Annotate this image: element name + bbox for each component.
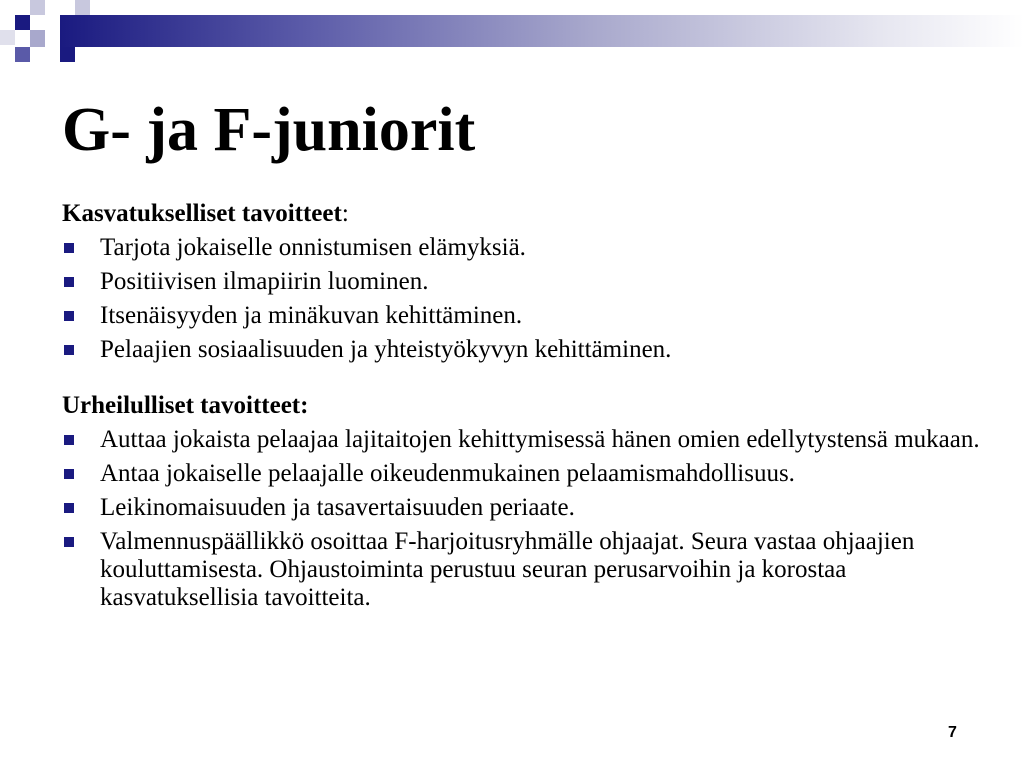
square-bullet-icon [64,537,74,547]
list-item [62,302,997,330]
list-item-text: Leikinomaisuuden ja tasavertaisuuden periaate. [100,494,575,521]
square-bullet-icon [64,345,74,355]
page-number: 7 [948,724,957,741]
header-decoration-square [30,0,45,15]
header-decoration-square [15,15,30,30]
header-decoration-square [15,47,30,62]
bullet-list [62,234,997,364]
header-gradient-bar [60,15,1024,47]
list-item-text: Valmennuspäällikkö osoittaa F-harjoitusryhmälle ohjaajat. Seura vastaa ohjaajien kouluttamisesta. Ohjaustoiminta perustuu seuran perusarvoihin ja korostaa kasvatuksellisia tavoitteita. [100,528,915,611]
bullet-list [62,426,997,612]
list-item [62,426,997,454]
header-decoration-square [45,15,60,47]
list-item [62,268,997,296]
header-decoration-square [75,0,90,15]
header-decoration-square [30,30,45,47]
square-bullet-icon [64,311,74,321]
list-item [62,528,997,612]
section-sport-goals [62,392,997,612]
list-item-text: Tarjota jokaiselle onnistumisen elämyksiä. [100,234,526,261]
slide-title: G- ja F-juniorit [62,96,476,164]
list-item [62,460,997,488]
section-heading [62,200,997,228]
section-heading: Urheilulliset tavoitteet: [62,392,309,419]
list-item-text: Pelaajien sosiaalisuuden ja yhteistyökyvyn kehittäminen. [100,336,672,363]
section-heading-suffix: : [341,200,349,227]
list-item [62,336,997,364]
square-bullet-icon [64,469,74,479]
header-decoration-square [0,30,15,45]
list-item-text: Auttaa jokaista pelaajaa lajitaitojen kehittymisessä hänen omien edellytystensä mukaan. [100,426,980,453]
square-bullet-icon [64,277,74,287]
slide-content [62,200,997,618]
section-educational-goals [62,200,997,364]
section-spacer [62,370,997,392]
square-bullet-icon [64,435,74,445]
section-heading-text: Kasvatukselliset tavoitteet [62,200,342,227]
list-item-text: Positiivisen ilmapiirin luominen. [100,268,429,295]
header-decoration-square [60,47,75,62]
square-bullet-icon [64,243,74,253]
list-item [62,494,997,522]
square-bullet-icon [64,503,74,513]
list-item-text: Itsenäisyyden ja minäkuvan kehittäminen. [100,302,523,329]
list-item [62,234,997,262]
list-item-text: Antaa jokaiselle pelaajalle oikeudenmukainen pelaamismahdollisuus. [100,460,795,487]
